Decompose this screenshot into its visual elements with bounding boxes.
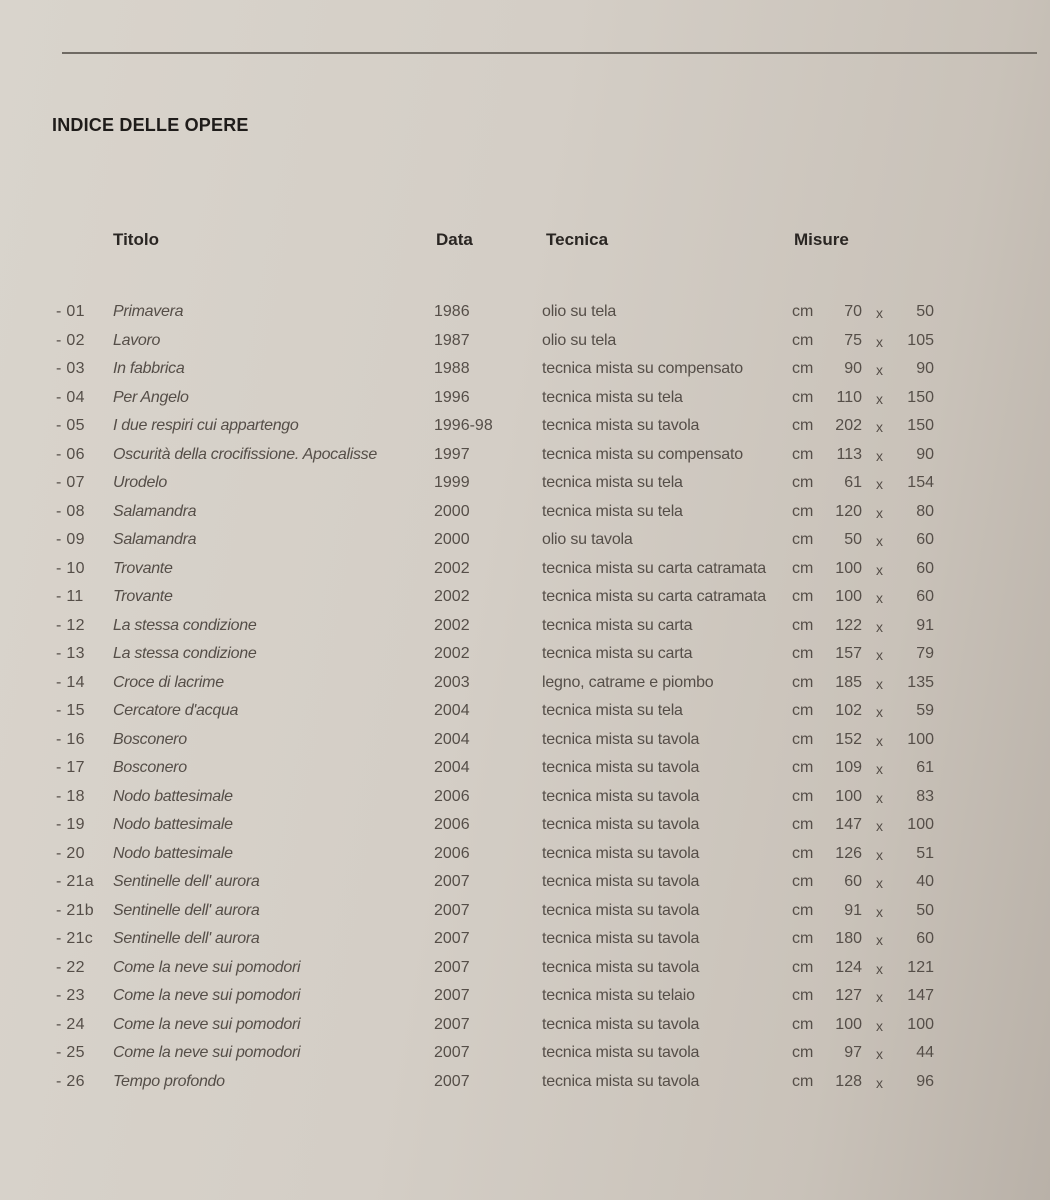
work-date: 2002: [434, 588, 470, 605]
size-unit: cm: [792, 673, 814, 691]
table-row: [0, 672, 1050, 701]
size-width: 113: [836, 445, 862, 463]
work-date: 1996-98: [434, 417, 493, 434]
size-times: x: [876, 875, 883, 891]
table-row: [0, 444, 1050, 473]
size-unit: cm: [792, 388, 814, 406]
size-width: 202: [835, 417, 862, 434]
work-title: Sentinelle dell' aurora: [113, 873, 260, 890]
table-row: [0, 501, 1050, 530]
work-technique: tecnica mista su carta: [542, 645, 693, 662]
work-technique: tecnica mista su tavola: [542, 901, 700, 919]
work-date: 2000: [434, 531, 470, 548]
table-row: [0, 387, 1050, 416]
work-title: Salamandra: [113, 502, 197, 520]
table-row: [0, 871, 1050, 900]
work-number: - 03: [56, 360, 85, 377]
work-technique: tecnica mista su tavola: [542, 873, 700, 890]
size-height: 50: [916, 901, 934, 919]
table-row: [0, 700, 1050, 729]
size-times: x: [876, 333, 883, 350]
work-technique: tecnica mista su carta catramata: [542, 588, 766, 605]
work-number: - 19: [56, 816, 85, 833]
work-date: 2004: [434, 730, 470, 748]
work-technique: tecnica mista su compensato: [542, 445, 743, 463]
size-height: 90: [916, 360, 934, 377]
table-row: [0, 472, 1050, 501]
size-times: x: [876, 419, 883, 435]
size-width: 61: [844, 474, 862, 491]
size-width: 102: [835, 702, 862, 719]
size-unit: cm: [792, 759, 814, 776]
size-unit: cm: [792, 559, 814, 577]
size-unit: cm: [792, 730, 814, 748]
work-number: - 21c: [56, 930, 94, 947]
work-number: - 05: [56, 417, 85, 434]
work-number: - 22: [56, 958, 85, 976]
work-date: 1987: [434, 331, 470, 349]
size-unit: cm: [792, 645, 814, 662]
size-width: 126: [835, 844, 862, 862]
size-height: 100: [907, 816, 934, 833]
table-row: [0, 643, 1050, 672]
work-technique: tecnica mista su tela: [542, 502, 683, 520]
work-technique: olio su tela: [542, 331, 617, 349]
size-width: 152: [835, 730, 862, 748]
work-date: 2007: [434, 958, 470, 976]
work-date: 2007: [434, 873, 470, 890]
work-number: - 20: [56, 844, 85, 862]
work-date: 2007: [434, 1015, 470, 1033]
work-technique: tecnica mista su tavola: [542, 1072, 700, 1090]
table-row: [0, 957, 1050, 986]
size-times: x: [876, 590, 883, 606]
work-title: Nodo battesimale: [113, 787, 233, 805]
size-times: x: [876, 732, 883, 749]
size-times: x: [876, 960, 883, 977]
size-unit: cm: [792, 958, 814, 976]
top-rule: [62, 52, 1037, 54]
work-number: - 15: [56, 702, 85, 719]
table-row: [0, 928, 1050, 957]
size-width: 100: [835, 787, 862, 805]
table-row: [0, 529, 1050, 558]
work-title: I due respiri cui appartengo: [113, 417, 299, 434]
size-height: 44: [916, 1044, 934, 1061]
table-row: [0, 757, 1050, 786]
size-times: x: [876, 846, 883, 863]
work-technique: legno, catrame e piombo: [542, 673, 714, 691]
work-title: Tempo profondo: [113, 1072, 225, 1090]
work-title: Croce di lacrime: [113, 673, 224, 691]
work-title: Salamandra: [113, 531, 197, 548]
size-width: 120: [835, 502, 862, 520]
work-number: - 17: [56, 759, 85, 776]
size-times: x: [876, 362, 883, 378]
size-unit: cm: [792, 702, 814, 719]
size-unit: cm: [792, 787, 814, 805]
table-row: [0, 1014, 1050, 1043]
work-technique: olio su tela: [542, 303, 617, 320]
size-height: 83: [916, 787, 934, 805]
work-technique: tecnica mista su tavola: [542, 1044, 700, 1061]
table-row: [0, 358, 1050, 387]
size-height: 60: [916, 588, 934, 605]
size-height: 150: [907, 417, 934, 434]
size-width: 75: [844, 331, 862, 349]
size-unit: cm: [792, 873, 814, 890]
size-height: 59: [916, 702, 934, 719]
size-height: 100: [907, 1015, 934, 1033]
work-title: Bosconero: [113, 730, 187, 748]
size-times: x: [876, 989, 883, 1005]
work-technique: tecnica mista su tavola: [542, 844, 700, 862]
size-width: 185: [835, 673, 862, 691]
work-technique: tecnica mista su tela: [542, 388, 683, 406]
work-date: 1996: [434, 388, 470, 406]
size-times: x: [876, 932, 883, 948]
size-width: 90: [844, 360, 862, 377]
work-technique: tecnica mista su tela: [542, 702, 683, 719]
work-number: - 16: [56, 730, 85, 748]
size-times: x: [876, 1074, 883, 1091]
work-date: 2007: [434, 930, 470, 947]
size-width: 109: [835, 759, 862, 776]
size-height: 135: [907, 673, 934, 691]
work-number: - 25: [56, 1044, 85, 1061]
work-date: 2006: [434, 787, 470, 805]
size-width: 50: [844, 531, 862, 548]
work-number: - 13: [56, 645, 85, 662]
work-title: Come la neve sui pomodori: [113, 1015, 301, 1033]
header-misure: Misure: [794, 230, 849, 249]
page-title: INDICE DELLE OPERE: [52, 115, 249, 135]
work-date: 2002: [434, 559, 470, 577]
size-height: 105: [907, 331, 934, 349]
table-row: [0, 843, 1050, 872]
size-width: 97: [844, 1044, 862, 1061]
size-height: 60: [916, 559, 934, 577]
size-width: 128: [835, 1072, 862, 1090]
work-date: 2004: [434, 759, 470, 776]
work-title: Cercatore d'acqua: [113, 702, 239, 719]
work-technique: tecnica mista su tavola: [542, 787, 700, 805]
size-height: 90: [916, 445, 934, 463]
work-technique: tecnica mista su tavola: [542, 958, 700, 976]
size-times: x: [876, 789, 883, 806]
size-times: x: [876, 647, 883, 663]
work-title: Come la neve sui pomodori: [113, 1044, 301, 1061]
size-height: 121: [907, 958, 934, 976]
work-number: - 09: [56, 531, 85, 548]
work-date: 2004: [434, 702, 470, 719]
size-unit: cm: [792, 1044, 814, 1061]
size-unit: cm: [792, 1015, 814, 1033]
size-times: x: [876, 476, 883, 492]
work-title: Sentinelle dell' aurora: [113, 901, 260, 919]
work-date: 1997: [434, 445, 470, 463]
work-number: - 23: [56, 987, 85, 1004]
work-technique: tecnica mista su tavola: [542, 1015, 700, 1033]
size-width: 127: [835, 987, 862, 1004]
size-height: 60: [916, 930, 934, 947]
size-unit: cm: [792, 987, 814, 1004]
size-width: 110: [836, 388, 862, 406]
table-row: [0, 586, 1050, 615]
works-index-table: [0, 301, 1050, 1099]
work-number: - 24: [56, 1015, 85, 1033]
work-technique: tecnica mista su tavola: [542, 930, 700, 947]
size-times: x: [876, 704, 883, 720]
work-date: 2000: [434, 502, 470, 520]
size-width: 124: [835, 958, 862, 976]
work-title: Primavera: [113, 303, 184, 320]
work-title: La stessa condizione: [113, 616, 257, 634]
work-number: - 10: [56, 559, 85, 577]
work-date: 1999: [434, 474, 470, 491]
work-title: Lavoro: [113, 331, 161, 349]
work-number: - 21a: [56, 873, 94, 890]
size-unit: cm: [792, 303, 814, 320]
size-times: x: [876, 533, 883, 549]
size-width: 157: [835, 645, 862, 662]
size-unit: cm: [792, 588, 814, 605]
size-times: x: [876, 447, 883, 464]
work-number: - 14: [56, 673, 85, 691]
size-unit: cm: [792, 844, 814, 862]
size-height: 40: [916, 873, 934, 890]
table-row: [0, 615, 1050, 644]
work-number: - 07: [56, 474, 85, 491]
work-number: - 01: [56, 303, 85, 320]
size-width: 147: [835, 816, 862, 833]
size-times: x: [876, 390, 883, 407]
work-technique: tecnica mista su carta: [542, 616, 693, 634]
header-tecnica: Tecnica: [546, 230, 609, 249]
size-times: x: [876, 504, 883, 521]
size-width: 100: [835, 559, 862, 577]
work-technique: tecnica mista su tavola: [542, 816, 700, 833]
work-number: - 04: [56, 388, 85, 406]
table-row: [0, 729, 1050, 758]
table-row: [0, 985, 1050, 1014]
size-unit: cm: [792, 331, 814, 349]
work-date: 2002: [434, 645, 470, 662]
table-row: [0, 330, 1050, 359]
size-times: x: [876, 675, 883, 692]
size-width: 70: [844, 303, 862, 320]
size-unit: cm: [792, 531, 814, 548]
table-row: [0, 558, 1050, 587]
work-date: 2007: [434, 1044, 470, 1061]
size-height: 50: [916, 303, 934, 320]
size-height: 91: [916, 616, 934, 634]
work-date: 2006: [434, 816, 470, 833]
table-row: [0, 1071, 1050, 1100]
work-technique: olio su tavola: [542, 531, 633, 548]
size-times: x: [876, 618, 883, 635]
work-date: 1988: [434, 360, 470, 377]
size-width: 180: [835, 930, 862, 947]
work-title: Nodo battesimale: [113, 844, 233, 862]
work-title: La stessa condizione: [113, 645, 257, 662]
size-height: 147: [907, 987, 934, 1004]
work-number: - 12: [56, 616, 85, 634]
size-height: 51: [916, 844, 934, 862]
size-unit: cm: [792, 616, 814, 634]
header-data: Data: [436, 230, 473, 249]
size-width: 122: [835, 616, 862, 634]
size-times: x: [876, 818, 883, 834]
size-unit: cm: [792, 502, 814, 520]
work-technique: tecnica mista su carta catramata: [542, 559, 766, 577]
work-title: Bosconero: [113, 759, 187, 776]
size-times: x: [876, 903, 883, 920]
size-width: 100: [835, 588, 862, 605]
work-date: 2006: [434, 844, 470, 862]
size-width: 60: [844, 873, 862, 890]
size-times: x: [876, 305, 883, 321]
work-date: 2003: [434, 673, 470, 691]
table-row: [0, 900, 1050, 929]
size-height: 154: [907, 474, 934, 491]
work-title: Sentinelle dell' aurora: [113, 930, 260, 947]
size-width: 100: [835, 1015, 862, 1033]
work-technique: tecnica mista su tavola: [542, 417, 700, 434]
work-title: Oscurità della crocifissione. Apocalisse: [113, 445, 377, 463]
size-times: x: [876, 1017, 883, 1034]
work-number: - 11: [56, 588, 84, 605]
size-unit: cm: [792, 901, 814, 919]
size-unit: cm: [792, 360, 814, 377]
work-title: Urodelo: [113, 474, 167, 491]
work-title: Per Angelo: [113, 388, 189, 406]
size-height: 150: [907, 388, 934, 406]
work-technique: tecnica mista su tela: [542, 474, 683, 491]
table-row: [0, 415, 1050, 444]
size-height: 96: [916, 1072, 934, 1090]
table-row: [0, 1042, 1050, 1071]
work-number: - 02: [56, 331, 85, 349]
work-technique: tecnica mista su compensato: [542, 360, 743, 377]
size-times: x: [876, 1046, 883, 1062]
work-number: - 08: [56, 502, 85, 520]
work-date: 2007: [434, 987, 470, 1004]
size-times: x: [876, 561, 883, 578]
work-title: Come la neve sui pomodori: [113, 987, 301, 1004]
work-number: - 21b: [56, 901, 94, 919]
work-number: - 18: [56, 787, 85, 805]
table-row: [0, 786, 1050, 815]
table-row: [0, 301, 1050, 330]
work-date: 2007: [434, 901, 470, 919]
work-date: 2007: [434, 1072, 470, 1090]
size-unit: cm: [792, 930, 814, 947]
work-title: Come la neve sui pomodori: [113, 958, 301, 976]
size-unit: cm: [792, 417, 814, 434]
work-title: Nodo battesimale: [113, 816, 233, 833]
work-title: Trovante: [113, 588, 173, 605]
work-date: 1986: [434, 303, 470, 320]
size-height: 60: [916, 531, 934, 548]
size-unit: cm: [792, 1072, 814, 1090]
table-row: [0, 814, 1050, 843]
work-title: Trovante: [113, 559, 173, 577]
size-unit: cm: [792, 474, 814, 491]
header-titolo: Titolo: [113, 230, 159, 249]
size-height: 80: [916, 502, 934, 520]
size-height: 79: [916, 645, 934, 662]
size-height: 61: [916, 759, 934, 776]
size-times: x: [876, 761, 883, 777]
work-technique: tecnica mista su telaio: [542, 987, 695, 1004]
work-number: - 06: [56, 445, 85, 463]
work-technique: tecnica mista su tavola: [542, 730, 700, 748]
size-unit: cm: [792, 816, 814, 833]
work-title: In fabbrica: [113, 360, 185, 377]
size-width: 91: [844, 901, 862, 919]
work-number: - 26: [56, 1072, 85, 1090]
work-date: 2002: [434, 616, 470, 634]
size-unit: cm: [792, 445, 814, 463]
size-height: 100: [907, 730, 934, 748]
work-technique: tecnica mista su tavola: [542, 759, 700, 776]
